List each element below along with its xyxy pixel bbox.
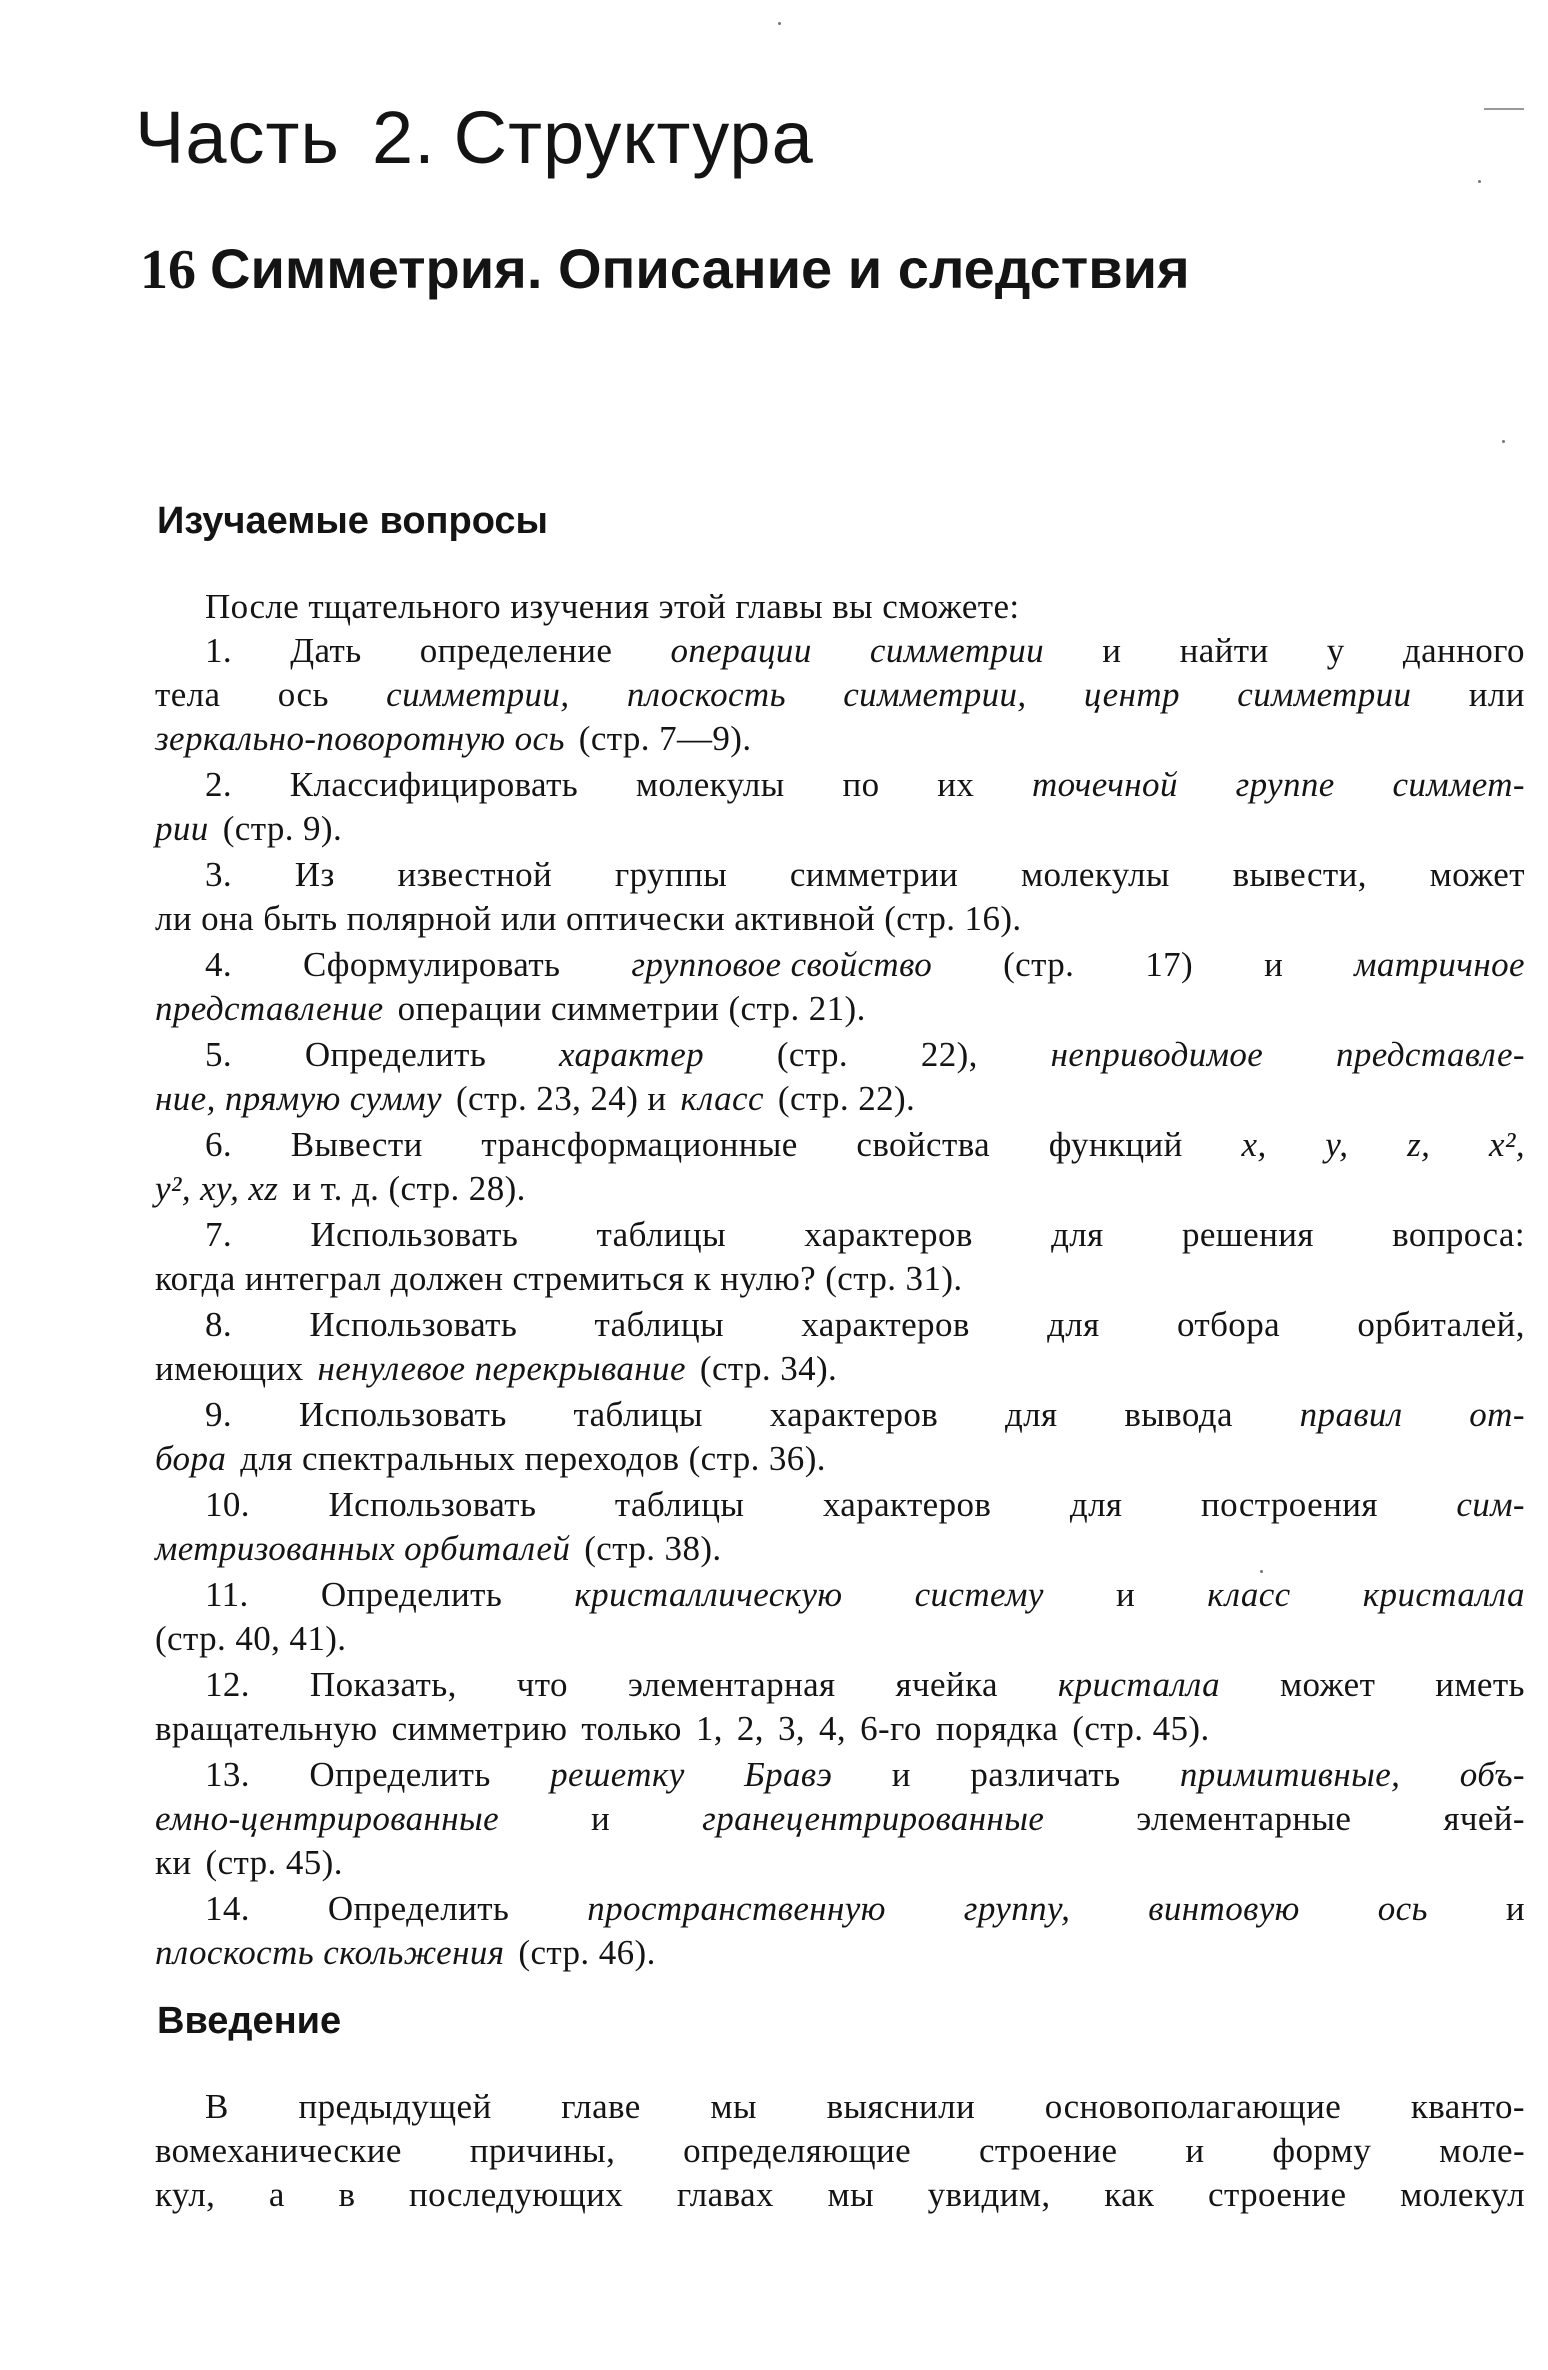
objective-item xyxy=(155,629,1525,761)
word: 6-го xyxy=(860,1709,922,1748)
word: у xyxy=(1326,631,1345,670)
word: Использовать xyxy=(328,1485,537,1524)
word: 4. xyxy=(205,945,233,984)
word: 4, xyxy=(819,1709,847,1748)
word: 14. xyxy=(205,1889,250,1928)
word: ось xyxy=(1377,1889,1428,1928)
word: может xyxy=(1429,855,1525,894)
word: Классифицировать xyxy=(289,765,579,804)
word: 3, xyxy=(777,1709,806,1748)
word: пространственную xyxy=(587,1889,886,1928)
word: 6. xyxy=(205,1125,233,1164)
word: причины, xyxy=(469,2131,616,2170)
word: (стр. 22). xyxy=(777,1079,916,1118)
word: и xyxy=(891,1755,911,1794)
objectives-items xyxy=(155,629,1525,1975)
word: ячейка xyxy=(895,1665,998,1704)
objective-item xyxy=(155,943,1525,1031)
word: класс xyxy=(1207,1575,1291,1614)
word: симметрии xyxy=(1237,675,1412,714)
word: ненулевое перекрывание xyxy=(317,1349,686,1388)
word: как xyxy=(1104,2175,1155,2214)
word: а xyxy=(268,2175,285,2214)
word: зеркально-поворотную ось xyxy=(155,719,565,758)
word: неприводимое xyxy=(1050,1035,1264,1074)
text-line xyxy=(155,673,1525,717)
word: емно-центрированные xyxy=(155,1799,500,1838)
word: (стр. xyxy=(776,1035,849,1074)
word: Определить xyxy=(327,1889,510,1928)
word: симмет- xyxy=(1392,765,1525,804)
objective-item xyxy=(155,1663,1525,1751)
word: характер xyxy=(559,1035,705,1074)
word: тела xyxy=(155,675,221,714)
text-line xyxy=(155,807,1525,851)
word: (стр. xyxy=(1003,945,1075,984)
word: для xyxy=(1051,1215,1104,1254)
word: Использовать xyxy=(298,1395,507,1434)
word: орбиталей, xyxy=(1357,1305,1525,1344)
word: плоскость xyxy=(626,675,786,714)
objectives-list xyxy=(155,585,1525,1977)
word: только xyxy=(581,1709,682,1748)
word: Определить xyxy=(304,1035,487,1074)
word: примитивные, xyxy=(1179,1755,1401,1794)
word: кристаллическую xyxy=(574,1575,843,1614)
text-line xyxy=(155,897,1525,941)
word: (стр. 45). xyxy=(1072,1709,1210,1748)
word: (стр. 46). xyxy=(518,1933,656,1972)
word: (стр. 34). xyxy=(699,1349,838,1388)
word: выяснили xyxy=(826,2087,976,2126)
word: молекул xyxy=(1400,2175,1525,2214)
word: симметрии, xyxy=(386,675,570,714)
word: может xyxy=(1279,1665,1376,1704)
word: мы xyxy=(710,2087,757,2126)
word: и xyxy=(1505,1889,1525,1928)
word: Определить xyxy=(309,1755,491,1794)
word: ние, прямую сумму xyxy=(155,1079,442,1118)
word: точечной xyxy=(1031,765,1178,804)
text-line xyxy=(155,763,1525,807)
objective-item xyxy=(155,1887,1525,1975)
word: мы xyxy=(827,2175,874,2214)
print-speck xyxy=(1502,440,1505,443)
word: плоскость скольжения xyxy=(155,1933,505,1972)
word: кул, xyxy=(155,2175,216,2214)
word: для xyxy=(1069,1485,1123,1524)
word: строение xyxy=(1208,2175,1347,2214)
text-line xyxy=(155,717,1525,761)
word: винтовую xyxy=(1148,1889,1300,1928)
word: ки xyxy=(155,1843,192,1882)
word: группе xyxy=(1235,765,1335,804)
word: и т. д. (стр. 28). xyxy=(292,1169,526,1208)
word: вопроса: xyxy=(1392,1215,1525,1254)
word: главах xyxy=(676,2175,774,2214)
part-title xyxy=(135,95,814,180)
text-line xyxy=(155,1303,1525,1347)
word: операции xyxy=(670,631,812,670)
word: 7. xyxy=(205,1215,233,1254)
word: z, xyxy=(1407,1125,1431,1164)
text-line xyxy=(155,1931,1525,1975)
word: определение xyxy=(419,631,613,670)
objective-item xyxy=(155,853,1525,941)
text-line xyxy=(155,1887,1525,1931)
word: кристалла xyxy=(1057,1665,1221,1704)
word: кристалла xyxy=(1362,1575,1525,1614)
word: Дать xyxy=(290,631,362,670)
word: (стр. 9). xyxy=(222,809,343,848)
word: от- xyxy=(1469,1395,1525,1434)
word: Из xyxy=(294,855,335,894)
word: последующих xyxy=(409,2175,624,2214)
word: порядка xyxy=(935,1709,1059,1748)
word: 17) xyxy=(1145,945,1194,984)
word: 13. xyxy=(205,1755,250,1794)
text-line xyxy=(155,987,1525,1031)
word: кванто- xyxy=(1410,2087,1525,2126)
word: функций xyxy=(1048,1125,1183,1164)
text-line xyxy=(155,1347,1525,1391)
text-line xyxy=(155,1617,1525,1661)
word: свойства xyxy=(856,1125,991,1164)
word: матричное xyxy=(1354,945,1525,984)
word: 8. xyxy=(205,1305,233,1344)
text-line xyxy=(155,1483,1525,1527)
word: ось xyxy=(277,675,329,714)
word: 1, xyxy=(695,1709,723,1748)
word: для спектральных переходов (стр. 36). xyxy=(240,1439,826,1478)
word: группу, xyxy=(963,1889,1071,1928)
word: Определить xyxy=(320,1575,503,1614)
word: в xyxy=(338,2175,356,2214)
text-line xyxy=(155,1797,1525,1841)
word: центр xyxy=(1083,675,1180,714)
word: молекулы xyxy=(1021,855,1170,894)
word: таблицы xyxy=(614,1485,745,1524)
word: характеров xyxy=(822,1485,992,1524)
text-line xyxy=(155,1123,1525,1167)
word: ячей- xyxy=(1443,1799,1525,1838)
text-line xyxy=(155,1753,1525,1797)
objectives-heading: Изучаемые вопросы xyxy=(157,500,549,542)
word: операции симметрии (стр. 21). xyxy=(397,989,866,1028)
text-line xyxy=(155,1841,1525,1885)
word: определяющие xyxy=(683,2131,912,2170)
text-line xyxy=(155,1033,1525,1077)
word: бора xyxy=(155,1439,227,1478)
word: вывести, xyxy=(1232,855,1367,894)
word: сим- xyxy=(1456,1485,1525,1524)
word: таблицы xyxy=(594,1305,724,1344)
text-line xyxy=(155,853,1525,897)
word: систему xyxy=(914,1575,1044,1614)
objective-item xyxy=(155,763,1525,851)
word: главе xyxy=(561,2087,641,2126)
objectives-intro: После тщательного изучения этой главы вы сможете: xyxy=(205,587,1020,626)
word: имеющих xyxy=(155,1349,304,1388)
text-line xyxy=(155,1167,1525,1211)
word: для xyxy=(1004,1395,1058,1434)
word: объ- xyxy=(1459,1755,1525,1794)
word: 2. xyxy=(205,765,233,804)
word: (стр. 45). xyxy=(205,1843,343,1882)
word: данного xyxy=(1402,631,1525,670)
word: увидим, xyxy=(927,2175,1051,2214)
word: 10. xyxy=(205,1485,250,1524)
objective-item xyxy=(155,1123,1525,1211)
word: Вывести xyxy=(290,1125,423,1164)
word: представле- xyxy=(1335,1035,1525,1074)
word: вывода xyxy=(1124,1395,1233,1434)
word: или xyxy=(1468,675,1525,714)
word: для xyxy=(1047,1305,1100,1344)
objective-item xyxy=(155,1573,1525,1661)
word: когда интеграл должен стремиться к нулю? (стр. 31). xyxy=(155,1259,963,1298)
objective-item xyxy=(155,1213,1525,1301)
word: метризованных орбиталей xyxy=(155,1529,571,1568)
chapter-title xyxy=(140,236,1190,302)
word: 9. xyxy=(205,1395,233,1434)
word: отбора xyxy=(1176,1305,1281,1344)
word: найти xyxy=(1179,631,1269,670)
text-line xyxy=(155,1393,1525,1437)
word: характеров xyxy=(769,1395,939,1434)
page-edge-mark xyxy=(1484,108,1524,110)
word: таблицы xyxy=(573,1395,703,1434)
word: характеров xyxy=(804,1215,973,1254)
objective-item xyxy=(155,1483,1525,1571)
word: основополагающие xyxy=(1044,2087,1342,2126)
word: представление xyxy=(155,989,384,1028)
word: строение xyxy=(978,2131,1118,2170)
word: группы xyxy=(614,855,728,894)
text-line xyxy=(155,1573,1525,1617)
word: и xyxy=(1115,1575,1136,1614)
introduction-heading: Введение xyxy=(157,2000,342,2042)
word: элементарные xyxy=(1136,1799,1352,1838)
word: рии xyxy=(155,809,209,848)
word: элементарная xyxy=(627,1665,836,1704)
text-line xyxy=(155,629,1525,673)
text-line xyxy=(155,2173,1525,2217)
word: класс xyxy=(680,1079,764,1118)
text-line xyxy=(155,2129,1525,2173)
word: Сформулировать xyxy=(303,945,561,984)
word: y, xyxy=(1325,1125,1349,1164)
word: характеров xyxy=(801,1305,970,1344)
word: иметь xyxy=(1435,1665,1525,1704)
word: построения xyxy=(1200,1485,1378,1524)
word: предыдущей xyxy=(298,2087,492,2126)
word: x, xyxy=(1241,1125,1267,1164)
word: групповое свойство xyxy=(631,945,933,984)
objective-item xyxy=(155,1303,1525,1391)
word: 3. xyxy=(205,855,233,894)
word: гранецентрированные xyxy=(702,1799,1045,1838)
word: правил xyxy=(1299,1395,1403,1434)
word: (стр. 40, 41). xyxy=(155,1619,347,1658)
word: 12. xyxy=(205,1665,250,1704)
word: (стр. 7—9). xyxy=(578,719,752,758)
word: таблицы xyxy=(596,1215,726,1254)
word: трансформационные xyxy=(481,1125,798,1164)
word: Показать, xyxy=(309,1665,457,1704)
text-line xyxy=(155,943,1525,987)
word: симметрии xyxy=(789,855,959,894)
text-line xyxy=(155,1707,1525,1751)
word: 2, xyxy=(736,1709,764,1748)
print-speck xyxy=(778,22,781,25)
word: по xyxy=(842,765,880,804)
word: решения xyxy=(1181,1215,1314,1254)
word: решетку xyxy=(550,1755,685,1794)
text-line xyxy=(155,2085,1525,2129)
word: симметрии, xyxy=(843,675,1027,714)
word: (стр. 38). xyxy=(584,1529,722,1568)
print-speck xyxy=(1478,180,1481,183)
word: 5. xyxy=(205,1035,233,1074)
text-line xyxy=(155,1663,1525,1707)
word: и xyxy=(1102,631,1122,670)
word: 1. xyxy=(205,631,233,670)
word: симметрии xyxy=(869,631,1045,670)
objective-item xyxy=(155,1033,1525,1121)
word: вращательную xyxy=(155,1709,378,1748)
word: и xyxy=(591,1799,611,1838)
text-line xyxy=(155,1077,1525,1121)
text-line xyxy=(155,1213,1525,1257)
word: 22), xyxy=(920,1035,978,1074)
word: 11. xyxy=(205,1575,249,1614)
word: различать xyxy=(970,1755,1121,1794)
objective-item xyxy=(155,1753,1525,1885)
text-line xyxy=(155,1257,1525,1301)
word: y², xy, xz xyxy=(155,1169,279,1208)
word: моле- xyxy=(1439,2131,1525,2170)
word: Использовать xyxy=(309,1305,518,1344)
word: их xyxy=(937,765,975,804)
objective-item xyxy=(155,1393,1525,1481)
chapter-name: Симметрия. Описание и следствия xyxy=(210,237,1190,300)
word: x², xyxy=(1489,1125,1525,1164)
word: и xyxy=(1264,945,1284,984)
word: вомеханические xyxy=(155,2131,402,2170)
text-line xyxy=(155,1527,1525,1571)
word: (стр. 23, 24) и xyxy=(455,1079,667,1118)
word: В xyxy=(205,2087,229,2126)
word: Бравэ xyxy=(744,1755,833,1794)
part-label: Часть xyxy=(135,96,340,179)
word: симметрию xyxy=(391,1709,568,1748)
chapter-number: 16 xyxy=(140,239,196,301)
word: молекулы xyxy=(635,765,785,804)
word: и xyxy=(1185,2131,1205,2170)
word: известной xyxy=(397,855,553,894)
part-number: 2. xyxy=(371,96,436,179)
word: что xyxy=(516,1665,568,1704)
word: ли она быть полярной или оптически активной (стр. 16). xyxy=(155,899,1022,938)
word: форму xyxy=(1272,2131,1372,2170)
part-name: Структура xyxy=(453,96,814,179)
word: Использовать xyxy=(310,1215,519,1254)
text-line xyxy=(155,1437,1525,1481)
introduction-paragraph xyxy=(155,2085,1525,2217)
